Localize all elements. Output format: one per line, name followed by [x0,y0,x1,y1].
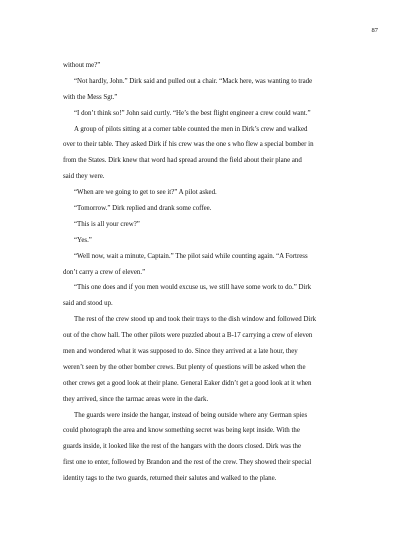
text-line: “Not hardly, John.” Dirk said and pulled out a chair. “Mack here, was wanting to trade [74,77,313,85]
text-line: other crews get a good look at their plane. General Eaker didn’t get a good look at it when [63,379,312,387]
text-line: with the Mess Sgt.” [63,93,118,101]
text-line: without me?” [63,62,101,69]
text-line: “This one does and if you men would excuse us, we still have some work to do.” Dirk [74,284,312,292]
page-number: 87 [371,27,378,34]
text-line: said they were. [63,173,105,181]
text-line: “Yes.” [74,236,92,244]
text-line: don’t carry a crew of eleven.” [63,268,146,276]
text-line: guards inside, it looked like the rest of the hangars with the doors closed. Dirk was the [63,443,302,451]
text-line: they arrived, since the tarmac areas were in the dark. [63,395,209,403]
text-line: “Well now, wait a minute, Captain.” The pilot said while counting again. “A Fortress [74,252,308,260]
text-line: men and wondered what it was supposed to do. Since they arrived at a late hour, they [63,348,298,356]
text-line: from the States. Dirk knew that word had spread around the field about their plane and [63,157,302,165]
text-line: A group of pilots sitting at a corner table counted the men in Dirk’s crew and walked [74,125,308,133]
text-line: The rest of the crew stood up and took their trays to the dish window and followed Dirk [74,316,317,324]
text-line: The guards were inside the hangar, instead of being outside where any German spies [74,411,308,419]
text-line: “Tomorrow.” Dirk replied and drank some coffee. [74,205,212,213]
text-line: “When are we going to get to see it?” A pilot asked. [74,189,217,197]
text-line: out of the chow hall. The other pilots were puzzled about a B-17 carrying a crew of eleven [63,332,313,340]
body-text [63,58,363,487]
text-line: “I don’t think so!” John said curtly. “He’s the best flight engineer a crew could want.” [74,109,311,117]
text-line: first one to enter, followed by Brandon and the rest of the crew. They showed their special [63,459,312,467]
text-line: over to their table. They asked Dirk if his crew was the one s who flew a special bomber in [63,141,314,149]
text-line: identity tags to the two guards, returned their salutes and walked to the plane. [63,475,277,483]
text-line: said and stood up. [63,300,113,308]
text-line: “This is all your crew?” [74,220,140,228]
text-line: could photograph the area and know something secret was being kept inside. With the [63,427,300,435]
text-line: weren’t seen by the other bomber crews. But plenty of questions will be asked when the [63,363,306,371]
